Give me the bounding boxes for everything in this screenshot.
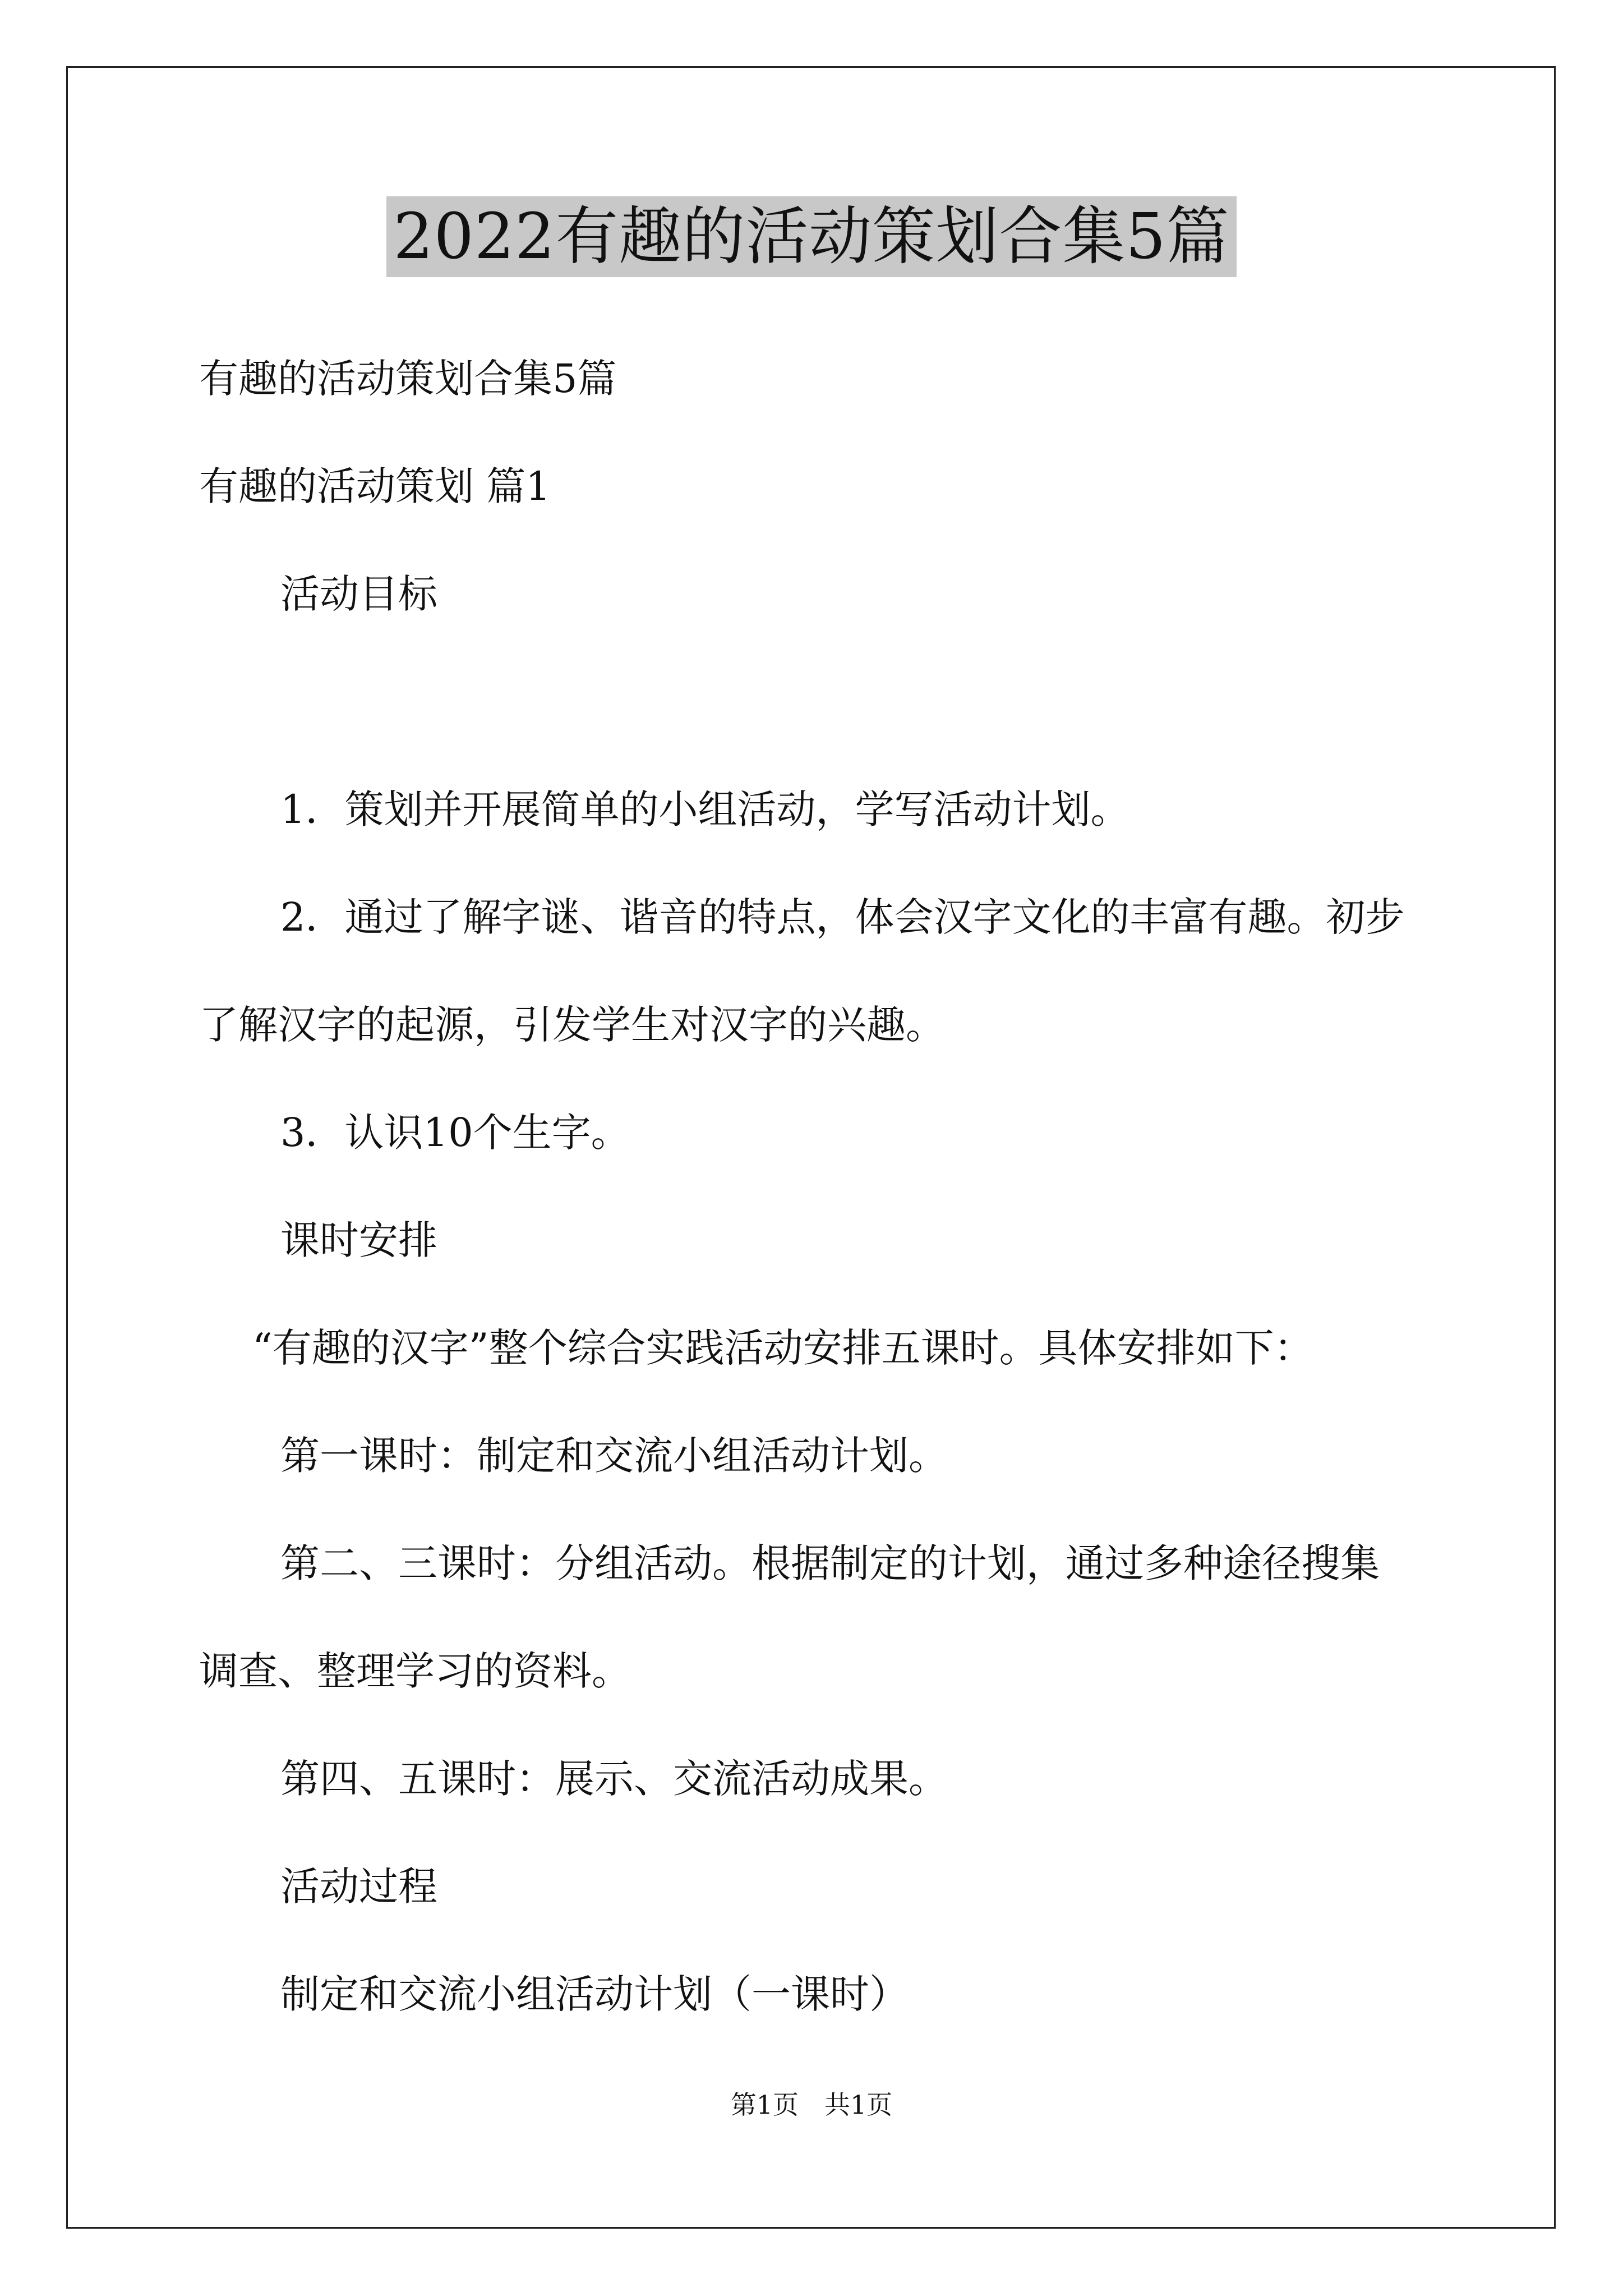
paragraph-heading-process: 活动过程 — [280, 1864, 437, 1910]
paragraph-lesson-4-5: 第四、五课时：展示、交流活动成果。 — [280, 1756, 948, 1802]
paragraph-heading-goals: 活动目标 — [280, 571, 437, 617]
subtitle-line: 有趣的活动策划合集5篇 — [199, 356, 617, 402]
paragraph-goal-1: 1．策划并开展简单的小组活动，学写活动计划。 — [280, 786, 1130, 832]
title-container — [0, 196, 1623, 277]
paragraph-goal-2-cont: 了解汉字的起源，引发学生对汉字的兴趣。 — [199, 1002, 945, 1048]
paragraph-heading-schedule: 课时安排 — [280, 1217, 437, 1263]
paragraph-lesson-1: 第一课时：制定和交流小组活动计划。 — [280, 1433, 948, 1479]
paragraph-lesson-2-3-cont: 调查、整理学习的资料。 — [199, 1648, 631, 1694]
paragraph-process-step: 制定和交流小组活动计划（一课时） — [280, 1971, 909, 2017]
section-heading-1: 有趣的活动策划 篇1 — [199, 463, 551, 509]
paragraph-goal-2: 2．通过了解字谜、谐音的特点，体会汉字文化的丰富有趣。初步 — [280, 894, 1405, 940]
page-footer: 第1页 共1页 — [730, 2090, 893, 2120]
paragraph-lesson-2-3: 第二、三课时：分组活动。根据制定的计划，通过多种途径搜集 — [280, 1540, 1380, 1586]
paragraph-goal-3: 3．认识10个生字。 — [280, 1110, 630, 1156]
document-title: 2022有趣的活动策划合集5篇 — [386, 196, 1236, 277]
paragraph-schedule-intro: “有趣的汉字”整个综合实践活动安排五课时。具体安排如下： — [252, 1325, 1313, 1371]
